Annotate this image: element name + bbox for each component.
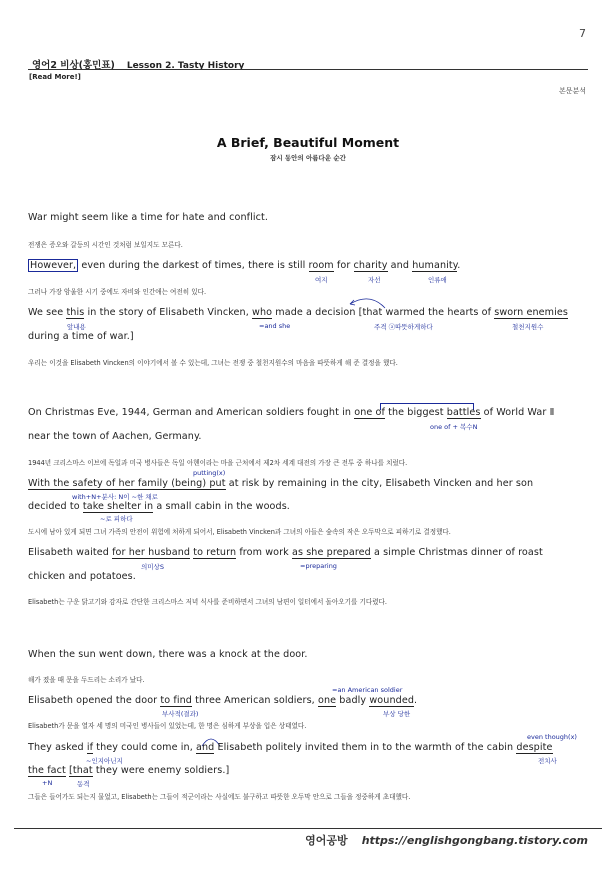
- appositive-that: [that: [69, 765, 93, 776]
- sentence-5-en-line2: decided to take shelter in a small cabin in the woods.: [28, 501, 290, 512]
- sentence-7-en: When the sun went down, there was a knock at the door.: [28, 649, 308, 660]
- word-charity: charity: [353, 260, 388, 271]
- sentence-2-ko: 그러나 가장 암울한 시기 중에도 자비와 인간애는 여전히 있다.: [28, 288, 207, 296]
- anno-with: with+N+분사: N이 ~한 채로: [72, 493, 158, 501]
- sentence-2-en: However, even during the darkest of times, there is still room for charity and humanity.: [30, 260, 461, 271]
- sentence-5-en: With the safety of her family (being) put at risk by remaining in the city, Elisabeth Vincken and her son: [28, 478, 534, 489]
- sentence-6-ko: Elisabeth는 구운 닭고기와 감자로 간단한 크리스마스 저녁 식사를 준비하면서 그녀의 남편이 일터에서 돌아오기를 기다렸다.: [28, 598, 388, 606]
- sentence-4-en-line2: near the town of Aachen, Germany.: [28, 431, 202, 442]
- page-title: A Brief, Beautiful Moment: [216, 135, 400, 150]
- anno-to-find: 부사적(결과): [162, 710, 199, 718]
- page-number: 7: [579, 27, 586, 40]
- sentence-5-ko: 도시에 남아 있게 되면 그녀 가족의 안전이 위험에 처하게 되어서, Elisabeth Vincken과 그녀의 아들은 숲속의 작은 오두막으로 피하기로 결정했다.: [28, 528, 451, 536]
- sentence-1-ko: 전쟁은 증오와 갈등의 시간인 것처럼 보일지도 모른다.: [28, 241, 183, 249]
- footer: [305, 832, 588, 848]
- anno-charity: 자선: [368, 276, 381, 284]
- anno-shelter: ~로 피하다: [100, 515, 133, 523]
- phrase-the-fact: the fact: [28, 765, 66, 776]
- word-battles: battles: [446, 407, 481, 418]
- sentence-4-en: On Christmas Eve, 1944, German and American soldiers fought in one of the biggest battles of World War Ⅱ: [28, 407, 555, 418]
- word-wounded: wounded: [369, 695, 415, 706]
- sentence-8-ko: Elisabeth가 문을 열자 세 명의 미국인 병사들이 있었는데, 한 명은 심하게 부상을 입은 상태였다.: [28, 722, 307, 730]
- book-title: 영어2 비상(홍민표): [32, 60, 115, 71]
- anno-wounded: 부상 당한: [383, 710, 411, 718]
- sentence-3-en: We see this in the story of Elisabeth Vincken, who made a decision [that warmed the hearts of sworn enemies: [28, 307, 568, 318]
- sentence-7-ko: 해가 졌을 때 문을 두드리는 소리가 났다.: [28, 676, 145, 684]
- footer-brand: 영어공방: [305, 834, 348, 847]
- anno-this: 앞내용: [67, 323, 86, 331]
- anno-if: ~인지아닌지: [86, 757, 123, 765]
- phrase-to-return: to return: [193, 547, 237, 558]
- anno-room: 여지: [315, 276, 328, 284]
- however-box: However,: [30, 260, 77, 271]
- phrase-for-her-husband: for her husband: [112, 547, 191, 558]
- anno-despite: 전치사: [538, 757, 557, 765]
- phrase-to-find: to find: [160, 695, 192, 706]
- anno-humanity: 인류애: [428, 276, 447, 284]
- sentence-3-ko: 우리는 이것을 Elisabeth Vincken의 이야기에서 볼 수 있는데, 그녀는 전쟁 중 철천지원수의 마음을 따뜻하게 해 준 결정을 했다.: [28, 359, 398, 367]
- word-sworn-enemies: sworn enemies: [494, 307, 568, 318]
- word-if: if: [86, 742, 94, 753]
- that-clause: [that warmed the hearts of: [358, 307, 495, 318]
- footer-url: https://englishgongbang.tistory.com: [361, 834, 588, 847]
- word-who: who: [252, 307, 273, 318]
- anno-even-though: even though(x): [527, 733, 577, 741]
- section-label: 본문분석: [558, 87, 586, 95]
- header-divider: [28, 69, 588, 70]
- sentence-4-ko: 1944년 크리스마스 이브에 독일과 미국 병사들은 독일 아헨이라는 마을 근처에서 제2차 세계 대전의 가장 큰 전투 중 하나를 치렀다.: [28, 459, 408, 467]
- sentence-9-en-line2: the fact [that they were enemy soldiers.]: [28, 765, 230, 776]
- anno-sworn: 철천지원수: [512, 323, 544, 331]
- sentence-6-en-line2: chicken and potatoes.: [28, 571, 136, 582]
- anno-subject: 의미상S: [141, 563, 164, 571]
- word-despite: despite: [516, 742, 553, 753]
- lesson-title: Lesson 2. Tasty History: [126, 61, 245, 71]
- sentence-6-en: Elisabeth waited for her husband to return from work as she prepared a simple Christmas dinner of roast: [28, 547, 543, 558]
- anno-american-soldier: =an American soldier: [332, 686, 403, 694]
- footer-divider: [14, 828, 602, 829]
- word-humanity: humanity: [412, 260, 458, 271]
- word-room: room: [308, 260, 334, 271]
- with-phrase: With the safety of her family (being) put: [28, 478, 226, 489]
- word-and: and: [196, 742, 215, 753]
- read-more-label: [Read More!]: [29, 73, 81, 81]
- anno-that: 주격 ⓐ따뜻하게하다: [374, 323, 433, 331]
- anno-who: =and she: [259, 322, 291, 330]
- word-one: one: [318, 695, 337, 706]
- sentence-1-en: War might seem like a time for hate and conflict.: [28, 212, 269, 223]
- anno-preparing: =preparing: [300, 562, 337, 570]
- phrase-as-she-prepared: as she prepared: [291, 547, 371, 558]
- page-subtitle: 잠시 동안의 아름다운 순간: [270, 154, 346, 162]
- anno-one-of: one of + 복수N: [430, 423, 478, 431]
- sentence-3-en-line2: during a time of war.]: [28, 331, 134, 342]
- sentence-9-ko: 그들은 들어가도 되는지 물었고, Elisabeth는 그들이 적군이라는 사실에도 불구하고 따뜻한 오두막 안으로 그들을 정중하게 초대했다.: [28, 793, 411, 801]
- word-one-of: one of: [354, 407, 385, 418]
- sentence-8-en: Elisabeth opened the door to find three American soldiers, one badly wounded.: [28, 695, 418, 706]
- phrase-take-shelter: take shelter in: [82, 501, 154, 512]
- anno-appositive: 동격: [77, 780, 90, 788]
- anno-putting: putting(x): [193, 469, 226, 477]
- word-this: this: [66, 307, 85, 318]
- sentence-9-en: They asked if they could come in, and Elisabeth politely invited them in to the warmth of the cabin despite: [28, 742, 553, 753]
- anno-plus-n: +N: [42, 779, 53, 787]
